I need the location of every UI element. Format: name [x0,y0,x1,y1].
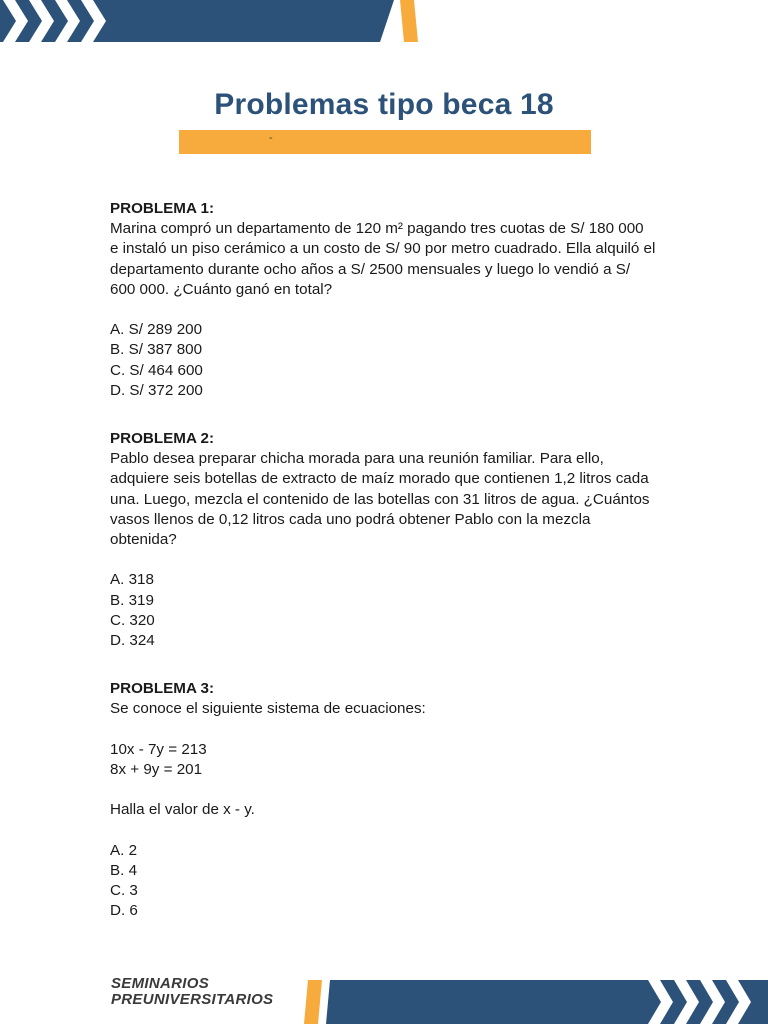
problem-2 [110,429,670,651]
footer-brand [111,976,273,1008]
equation: 8x + 9y = 201 [110,761,203,779]
statement-line: Pablo desea preparar chicha morada para una reunión familiar. Para ello, [110,450,604,468]
answer-option: C. S/ 464 600 [110,361,203,379]
problem-1 [110,199,670,401]
page-title: Problemas tipo beca 18 [214,88,554,121]
brand-line-2: PREUNIVERSITARIOS [111,991,274,1008]
title-underline-bar [179,130,591,154]
banner-accent-stripe [304,980,322,1024]
problem-3 [110,679,670,921]
statement-line: departamento durante ocho años a S/ 2500 mensuales y luego lo vendió a S/ [110,260,631,278]
statement-line: una. Luego, mezcla el contenido de las botellas con 31 litros de agua. ¿Cuántos [110,490,650,508]
answer-option: D. 324 [110,632,155,650]
equation: 10x - 7y = 213 [110,740,207,758]
answer-option: B. 319 [110,591,154,609]
problem-intro: Se conoce el siguiente sistema de ecuaciones: [110,700,426,718]
answer-option: A. 318 [110,571,154,589]
statement-line: adquiere seis botellas de extracto de maíz morado que contienen 1,2 litros cada [110,470,649,488]
problem-heading: PROBLEMA 2: [110,430,215,448]
brand-line-1: SEMINARIOS [111,975,210,992]
answer-option: D. S/ 372 200 [110,381,203,399]
statement-line: obtenida? [110,531,177,549]
banner-accent-stripe [400,0,418,42]
answer-option: C. 3 [110,882,138,900]
statement-line: Marina compró un departamento de 120 m² pagando tres cuotas de S/ 180 000 [110,220,644,238]
header-banner [0,0,768,42]
statement-line: e instaló un piso cerámico a un costo de S/ 90 por metro cuadrado. Ella alquiló el [110,240,656,258]
problems-content [110,199,670,922]
statement-line: vasos llenos de 0,12 litros cada uno podrá obtener Pablo con la mezcla [110,510,591,528]
answer-option: D. 6 [110,902,138,920]
problem-heading: PROBLEMA 3: [110,680,215,698]
answer-option: A. 2 [110,841,138,859]
answer-option: B. S/ 387 800 [110,341,203,359]
problem-heading: PROBLEMA 1: [110,200,215,217]
answer-option: B. 4 [110,862,138,880]
answer-option: C. 320 [110,611,155,629]
problem-question: Halla el valor de x - y. [110,801,255,819]
footer-banner [300,980,768,1024]
statement-line: 600 000. ¿Cuánto ganó en total? [110,280,333,298]
answer-option: A. S/ 289 200 [110,321,203,339]
title-bar-mark: - [269,132,273,144]
